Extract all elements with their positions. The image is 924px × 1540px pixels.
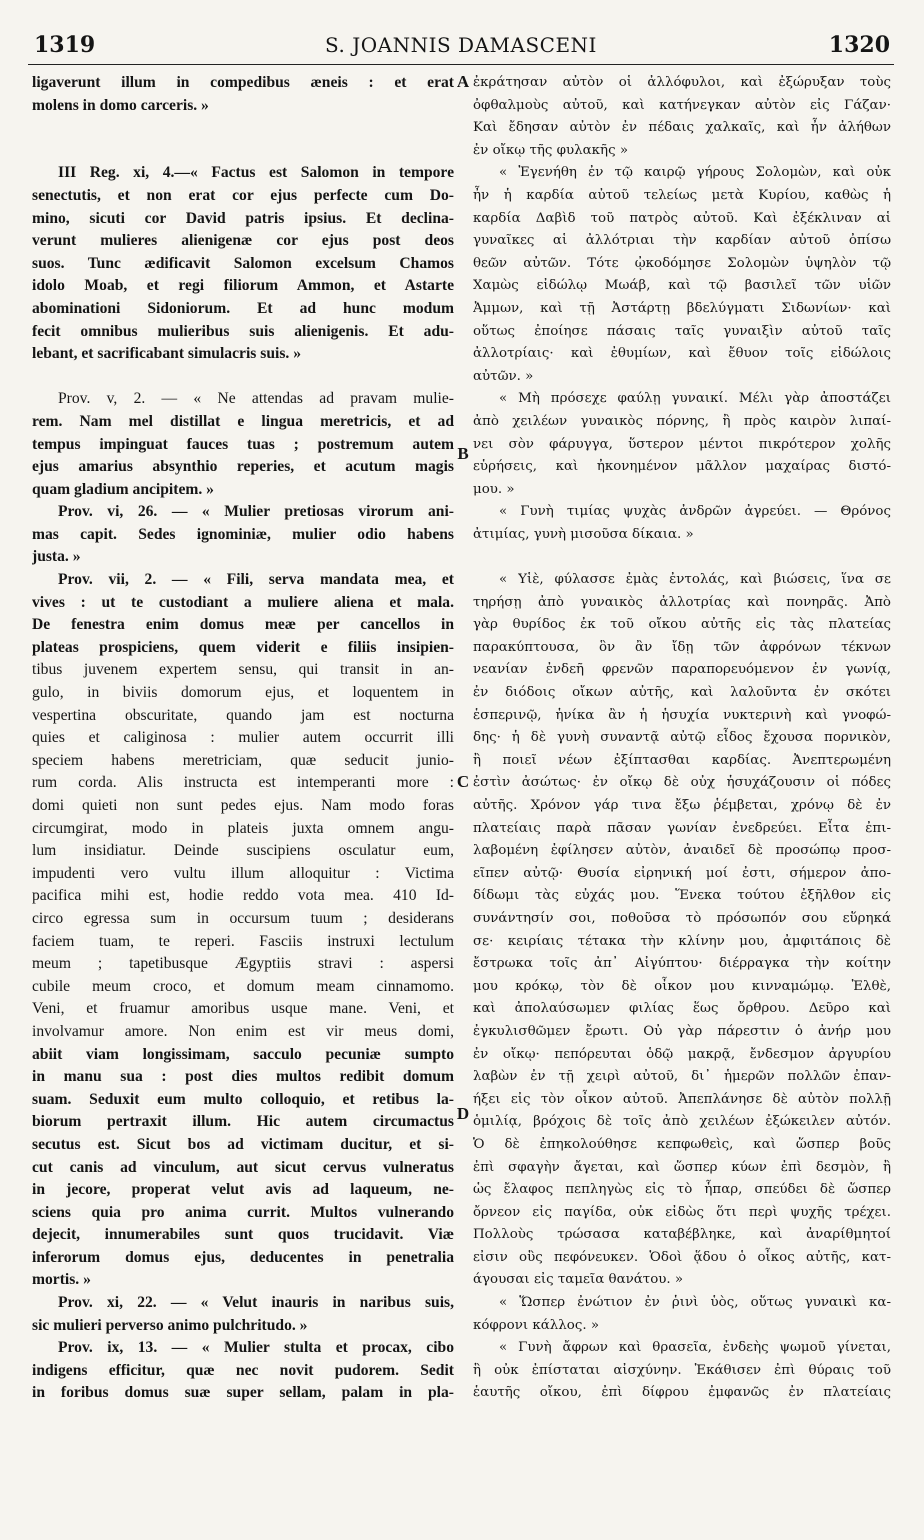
page-header <box>28 30 894 65</box>
latin-text-line <box>32 140 454 163</box>
greek-text-line: γυναῖκες αἱ ἀλλότριαι τὴν καρδίαν αὐτοῦ ὀπίσω <box>473 233 891 249</box>
greek-text-line: πλατείαις παρὰ πᾶσαν γωνίαν ἐνεδρεύει. Εἶτα ἐπι- <box>473 820 891 836</box>
latin-text-line: domi quieti non sunt pedes ejus. Nam modo foras <box>32 797 454 814</box>
latin-text-line: idolo Moab, et regi filiorum Ammon, et Astarte <box>32 277 454 295</box>
greek-text-line: θεῶν αὐτῶν. Τότε ᾠκοδόμησε Σολομὼν ὑψηλὸν τῷ <box>473 255 891 271</box>
greek-text-line: άγουσαι εἰς ταμεῖα θανάτου. » <box>473 1272 684 1288</box>
latin-text-line: Prov. xi, 22. — « Velut inauris in naribus suis, <box>58 1294 454 1312</box>
greek-text-line: ἐπὶ σφαγὴν ἄγεται, καὶ ὥσπερ κύων ἐπὶ δεσμὸν, ἢ <box>473 1159 891 1175</box>
latin-text-line: Prov. v, 2. — « Ne attendas ad pravam mulie- <box>58 390 454 408</box>
latin-text-line: rum corda. Alis instructa est intemperanti more : <box>32 774 454 792</box>
latin-text-line: quies et caliginosa : mulier autem occurrit illi <box>32 729 454 747</box>
section-marker-a: A <box>456 72 470 91</box>
greek-text-line: κόφρονι κάλλος. » <box>473 1317 600 1333</box>
latin-text-line: ejus amarius absynthio reperies, et acutum magis <box>32 458 454 476</box>
greek-text-line: ἐκράτησαν αὐτὸν οἱ ἀλλόφυλοι, καὶ ἐξώρυξαν τοὺς <box>473 75 891 90</box>
latin-text-line: vespertina obscuritate, quando jam est nocturna <box>32 706 454 724</box>
greek-text-line <box>473 546 891 569</box>
latin-text-line: pacifica mihi est, hodie reddo vota mea. 410 Id- <box>32 887 454 905</box>
greek-text-line: καρδία Δαβὶδ τοῦ πατρὸς αὐτοῦ. Καὶ ἐξέκλιναν αἱ <box>473 210 891 226</box>
greek-text-line: ἐστὶν ἀσώτως· ἐν οἴκῳ δὲ οὐχ ἡσυχάζουσιν οἱ πόδες <box>473 775 891 791</box>
latin-text-line: in foribus domus suæ super sellam, palam in pla- <box>32 1384 454 1402</box>
latin-text-line: circo egressa sum in occursum tuum ; desiderans <box>32 909 454 927</box>
greek-text-line: εῖπεν αὐτῷ· Θυσία εἰρηνική μοί ἐστι, σήμερον ἀπο- <box>473 865 891 881</box>
greek-text-line: ήξει εἰς τὸν οἶκον αὐτοῦ. Ἀπεπλάνησε δὲ αὐτὸν πολλῇ <box>473 1091 891 1107</box>
latin-text-line: sciens quia pro anima currit. Multos vulnerando <box>32 1203 454 1221</box>
latin-text-line: inferorum domus ejus, deducentes in penetralia <box>32 1248 454 1266</box>
greek-text-line: ἐν οἴκῳ τῆς φυλακῆς » <box>473 142 629 158</box>
latin-text-line: cut canis ad vinculum, aut sicut cervus vulneratus <box>32 1158 454 1176</box>
greek-text-line: Ὁ δὲ ἐπηκολούθησε κεπφωθεὶς, καὶ ὥσπερ βοῦς <box>473 1136 891 1152</box>
latin-text-line: impudenti vero vultu illum alloquitur : Victima <box>32 864 454 882</box>
latin-text-line: circumgirat, modo in plateis juxta omnem angu- <box>32 819 454 837</box>
greek-text-line: συνάντησίν σοι, ποθοῦσα τὸ πρόσωπόν σου εὕρηκά <box>473 910 891 926</box>
latin-column <box>32 72 454 1405</box>
greek-text-line: ἑαυτῆς οἴκου, ἐπὶ δίφρου ἐμφανῶς ἐν πλατείαις <box>473 1385 891 1401</box>
page-number-left: 1319 <box>34 32 96 58</box>
latin-text-line: lum insidiatur. Deinde suscipiens osculatur eum, <box>32 842 454 860</box>
latin-text-line: indigens efficitur, quæ nec novit pudorem. Sedit <box>32 1361 454 1379</box>
latin-text-line: dejecit, innumerabiles sunt quos trucidavit. Viæ <box>32 1226 454 1244</box>
greek-text-line: αὐτῶν. » <box>473 368 534 384</box>
latin-text-line: mas capit. Sedes ignominiæ, mulier odio habens <box>32 525 454 543</box>
latin-text-line: speciem habens meretriciam, quæ seducit junio- <box>32 751 454 769</box>
latin-text-line: lebant, et sacrificabant simulacris suis. » <box>32 345 301 363</box>
greek-text-line: οὕτως ἐποίησε πάσαις ταῖς γυναιξὶν αὐτοῦ ταῖς <box>473 323 891 339</box>
greek-text-line: ἀλλοτρίαις· καὶ ἐθυμίων, καὶ ἔθυον τοῖς εἰδώλοις <box>473 346 891 362</box>
greek-text-line: νει σὸν φάρυγγα, ὕστερον μέντοι πικρότερον χολῆς <box>473 436 891 452</box>
latin-text-line: rem. Nam mel distillat e lingua meretricis, et ad <box>32 412 454 430</box>
latin-text-line: justa. » <box>32 548 81 566</box>
latin-text-line: Prov. ix, 13. — « Mulier stulta et procax, cibo <box>58 1339 454 1357</box>
latin-text-line: molens in domo carceris. » <box>32 96 209 114</box>
latin-text-line: secutus est. Sicut bos ad victimam ducitur, et si- <box>32 1135 454 1153</box>
latin-text-line: plateas prospiciens, quem viderit e filiis insipien- <box>32 638 454 656</box>
latin-text-line: suam. Seduxit eum multo colloquio, et retibus la- <box>32 1090 454 1108</box>
running-title: S. JOANNIS DAMASCENI <box>325 33 597 57</box>
greek-text-line: νεανίαν ἐνδεῆ φρενῶν παραπορευόμενον ἐν γωνίᾳ, <box>473 662 891 678</box>
greek-column <box>473 72 891 1405</box>
greek-text-line: ἢ ποιεῖ νέων ἐξίπτασθαι καρδίας. Ἀνεπτερωμένη <box>473 752 891 768</box>
latin-text-line: tibus juvenem expertem sensu, qui transit in an- <box>32 661 454 679</box>
greek-text-line: « Ὥσπερ ἐνώτιον ἐν ῥινὶ ὑὸς, οὕτως γυναικὶ κα- <box>499 1295 891 1311</box>
greek-text-line: ὡς ἔλαφος πεπληγὼς εἰς τὸ ἧπαρ, σπεύδει δὲ ὥσπερ <box>473 1182 891 1198</box>
latin-text-line: faciem tuam, te reperi. Fasciis instruxi lectulum <box>32 932 454 950</box>
section-marker-c: C <box>456 772 470 791</box>
greek-text-line: λαβὼν ἐν τῇ χειρὶ αὐτοῦ, δι᾽ ἡμερῶν πολλῶν ἐπαν- <box>473 1069 891 1085</box>
latin-text-line: vives : ut te custodiant a muliere aliena et mala. <box>32 593 454 611</box>
latin-text-line: abominationi Sidoniorum. Et ad hunc modum <box>32 299 454 317</box>
greek-text-line: ἀπὸ χειλέων γυναικὸς πόρνης, ἢ πρὸς καιρὸν λιπαί- <box>473 413 891 429</box>
latin-text-line: tempus impinguat fauces tuas ; postremum autem <box>32 435 454 453</box>
greek-text-line: σε· κειρίαις τέτακα τὴν κλίνην μου, ἀμφιτάποις δὲ <box>473 933 891 949</box>
greek-text-line: δίδωμι τὰς εὐχάς μου. Ἕνεκα τούτου ἐξῆλθον εἰς <box>473 888 891 904</box>
latin-text-line: mino, sicuti cor David patris ipsius. Et declina- <box>32 209 454 227</box>
latin-text-line: cubile meum croco, et domum meam cinnamomo. <box>32 977 454 995</box>
greek-text-line: αὐτῆς. Χρόνον γάρ τινα ἔξω ῥέμβεται, χρόνῳ δὲ ἐν <box>473 798 891 813</box>
latin-text-line: quam gladium ancipitem. » <box>32 480 214 498</box>
greek-text-line: γὰρ θυρίδος ἐκ τοῦ οἴκου αὐτῆς εἰς τὰς πλατείας <box>473 617 891 633</box>
latin-text-line: involvamur amore. Non enim est vir meus domi, <box>32 1022 454 1040</box>
greek-text-line: ἐν οἴκῳ· πεπόρευται ὁδῷ μακρᾷ, ἔνδεσμον ἀργυρίου <box>473 1046 891 1062</box>
latin-text-line: suos. Tunc ædificavit Salomon excelsum Chamos <box>32 254 454 272</box>
latin-text-line <box>32 366 454 389</box>
greek-text-line: δης· ἡ δὲ γυνὴ συναντᾷ αὐτῷ εἶδος ἔχουσα πορνικὸν, <box>473 730 891 746</box>
greek-text-line: ἣ οὐκ ἐπίσταται αἰσχύνην. Ἐκάθισεν ἐπὶ θύραις τοῦ <box>473 1362 891 1378</box>
greek-text-line: « Μὴ πρόσεχε φαύλῃ γυναικί. Μέλι γὰρ ἀποστάζει <box>499 391 891 407</box>
page-number-right: 1320 <box>828 32 890 58</box>
greek-text-line: εἰσιν οὓς πεφόνευκεν. Ὁδοὶ ᾅδου ὁ οἶκος αὐτῆς, κατ- <box>473 1249 891 1265</box>
greek-text-line: ἑσπερινῷ, ἡνίκα ἂν ἡ ἡσυχία νυκτερινὴ καὶ γνοφώ- <box>473 707 891 723</box>
latin-text-line: verunt mulieres alienigenæ cor ejus post deos <box>32 232 454 250</box>
latin-text-line: biorum pertraxit illum. Hic autem circumactus <box>32 1113 454 1131</box>
greek-text-line: Πολλοὺς τρώσασα καταβέβληκε, καὶ ἀναρίθμητοί <box>473 1227 891 1243</box>
latin-text-line: meum ; tapetibusque Ægyptiis stravi : aspersi <box>32 955 454 973</box>
greek-text-line: εὑρήσεις, καὶ ἠκονημένον μᾶλλον μαχαίρας διστό- <box>473 459 891 475</box>
greek-text-line: « Γυνὴ ἄφρων καὶ θρασεῖα, ἐνδεὴς ψωμοῦ γίνεται, <box>499 1340 891 1356</box>
latin-text-line: Veni, et fruamur amoribus usque mane. Veni, et <box>32 1000 454 1018</box>
latin-text-line: Prov. vii, 2. — « Fili, serva mandata mea, et <box>58 571 454 589</box>
greek-text-line: ἐν διόδοις οἴκων αὐτῆς, καὶ λαλοῦντα ἐν σκότει <box>473 685 891 701</box>
greek-text-line: καὶ ἀπολαύσωμεν φιλίας ἕως ὄρθρου. Δεῦρο καὶ <box>473 1001 891 1017</box>
greek-text-line: Καὶ ἔδησαν αὐτὸν ἐν πέδαις χαλκαῖς, καὶ ἦν ἀλήθων <box>473 120 891 136</box>
greek-text-line: Ἀμμων, καὶ τῇ Ἀστάρτῃ βδελύγματι Σιδωνίων· καὶ <box>473 300 891 316</box>
greek-text-line: τηρήσῃ ἀπὸ γυναικὸς ἀλλοτρίας καὶ πονηρᾶς. Ἀπὸ <box>473 594 891 610</box>
latin-text-line: fecit omnibus mulieribus suis alienigenis. Et adu- <box>32 322 454 340</box>
latin-text-line: ligaverunt illum in compedibus æneis : et erat <box>32 74 454 91</box>
greek-text-line: ἔστρωκα τοῖς ἀπ᾽ Αἰγύπτου· διέρραγκα τὴν κοίτην <box>473 956 891 972</box>
latin-text-line: abiit viam longissimam, sacculo pecuniæ sumpto <box>32 1045 454 1063</box>
latin-text-line: senectutis, et non erat cor ejus perfecte cum Do- <box>32 186 454 204</box>
latin-text-line: mortis. » <box>32 1271 91 1289</box>
greek-text-line: « Ἐγενήθη ἐν τῷ καιρῷ γήρους Σολομὼν, καὶ οὐκ <box>499 165 891 181</box>
section-marker-b: B <box>457 444 469 463</box>
latin-text-line: De fenestra enim domus meæ per cancellos in <box>32 616 454 634</box>
latin-text-line: in jecore, properat velut avis ad laqueum, ne- <box>32 1181 454 1199</box>
latin-text-line: Prov. vi, 26. — « Mulier pretiosas virorum ani- <box>58 503 454 521</box>
latin-text-line: III Reg. xi, 4.—« Factus est Salomon in tempore <box>58 164 454 182</box>
greek-text-line: ὁμιλίᾳ, βρόχοις δὲ τοῖς ἀπὸ χειλέων ἐξώκειλεν αὐτόν. <box>473 1114 891 1130</box>
latin-text-line: sic mulieri perverso animo pulchritudo. » <box>32 1316 308 1334</box>
greek-text-line: ὄρνεον εἰς παγίδα, οὐκ εἰδὼς ὅτι περὶ ψυχῆς τρέχει. <box>473 1204 891 1220</box>
section-marker-d: D <box>456 1104 470 1123</box>
greek-text-line: ἦν ἡ καρδία αὐτοῦ τελείως μετὰ Κυρίου, καθὼς ἡ <box>473 187 891 203</box>
latin-text-line <box>32 117 454 140</box>
greek-text-line: « Γυνὴ τιμίας ψυχὰς ἀνδρῶν ἀγρεύει. — Θρόνος <box>499 504 891 520</box>
greek-text-line: λαβομένη ἐφίλησεν αὐτὸν, ἀναιδεῖ δὲ προσώπῳ προσ- <box>473 843 891 859</box>
latin-text-line: in manu sua : post dies multos redibit domum <box>32 1068 454 1086</box>
greek-text-line: ἐγκυλισθῶμεν ἔρωτι. Οὐ γὰρ πάρεστιν ὁ ἀνήρ μου <box>473 1023 891 1039</box>
greek-text-line: ἀτιμίας, γυνὴ μισοῦσα δίκαια. » <box>473 526 694 542</box>
greek-text-line: « Υἱὲ, φύλασσε ἐμὰς ἐντολάς, καὶ βιώσεις, ἵνα σε <box>499 572 891 588</box>
greek-text-line: μου. » <box>473 481 515 497</box>
greek-text-line: Χαμὼς εἰδώλῳ Μωάβ, καὶ τῷ βασιλεῖ τῶν υἱῶν <box>473 278 891 294</box>
latin-text-line: gulo, in biviis domorum ejus, et loquentem in <box>32 684 454 702</box>
greek-text-line: ὀφθαλμοὺς αὐτοῦ, καὶ κατήνεγκαν αὐτὸν εἰς Γάζαν· <box>473 97 891 113</box>
greek-text-line: παρακύπτουσα, ὃν ἂν ἴδῃ τῶν ἀφρόνων τέκνων <box>473 639 891 655</box>
greek-text-line: μου κρόκῳ, τὸν δὲ οἶκον μου κινναμώμῳ. Ἐλθὲ, <box>473 978 891 994</box>
